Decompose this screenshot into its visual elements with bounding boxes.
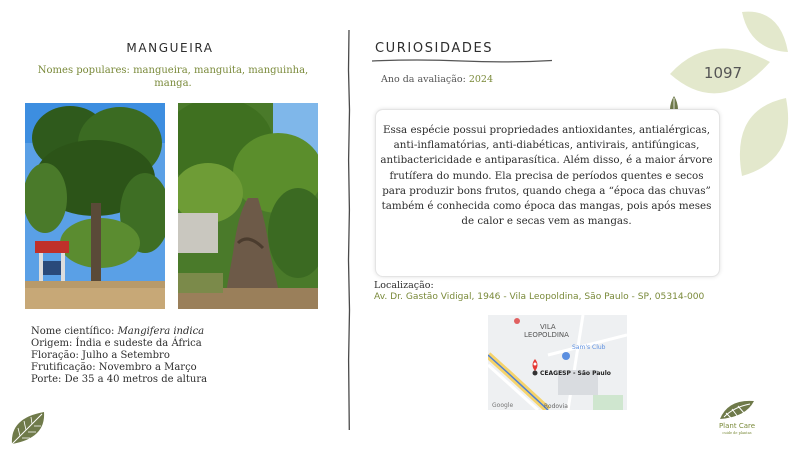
map-store-label: Sam's Club <box>572 344 606 351</box>
map-district-line1: VILA <box>540 323 556 331</box>
fact-fruiting: Frutificação: Novembro a Março <box>31 362 197 373</box>
tree-number: 1097 <box>703 64 743 82</box>
leaf-icon <box>8 408 48 446</box>
location-map[interactable] <box>488 315 627 410</box>
species-facts <box>31 326 207 386</box>
fact-scientific-name: Nome científico: Mangifera indica <box>31 326 205 337</box>
curiosity-text: Essa espécie possui propriedades antioxidantes, antialérgicas, anti-inflamatórias, anti-diabéticas, antivirais, antifúngicas, antibactericidade e antiparasítica. Além disso, é a maior árvore frutífera do mundo. Ela precisa de períodos quentes e secos para produzir bons frutos, quando chega a “época das chuvas” também é conhecida como época das mangas, pois após meses de calor e secas vem as mangas. <box>380 124 713 228</box>
page-title: MANGUEIRA <box>126 41 214 55</box>
brand-name: Plant Care <box>718 422 756 430</box>
tree-photo-2 <box>178 103 318 309</box>
map-district-line2: LEOPOLDINA <box>524 331 569 339</box>
map-place-label: CEAGESP - São Paulo <box>540 370 611 377</box>
column-divider <box>346 30 352 430</box>
location-label: Localização: <box>374 280 434 291</box>
brand-tagline: cuide de plantas <box>722 431 752 435</box>
fact-origin: Origem: Índia e sudeste da África <box>31 338 202 349</box>
fact-size: Porte: De 35 a 40 metros de altura <box>31 374 208 385</box>
fact-flowering: Floração: Julho a Setembro <box>31 350 170 361</box>
map-google-label: Google <box>492 402 514 409</box>
plant-care-logo-icon <box>718 397 756 421</box>
evaluation-year: Ano da avaliação: 2024 <box>381 74 494 85</box>
section-title: CURIOSIDADES <box>375 41 494 56</box>
map-road-label: Rodovia <box>544 403 568 410</box>
tree-photo-1 <box>25 103 165 309</box>
title-underline <box>372 58 552 64</box>
location-address: Av. Dr. Gastão Vidigal, 1946 - Vila Leopoldina, São Paulo - SP, 05314-000 <box>374 292 705 302</box>
popular-names: Nomes populares: mangueira, manguita, manguinha, manga. <box>37 65 309 89</box>
